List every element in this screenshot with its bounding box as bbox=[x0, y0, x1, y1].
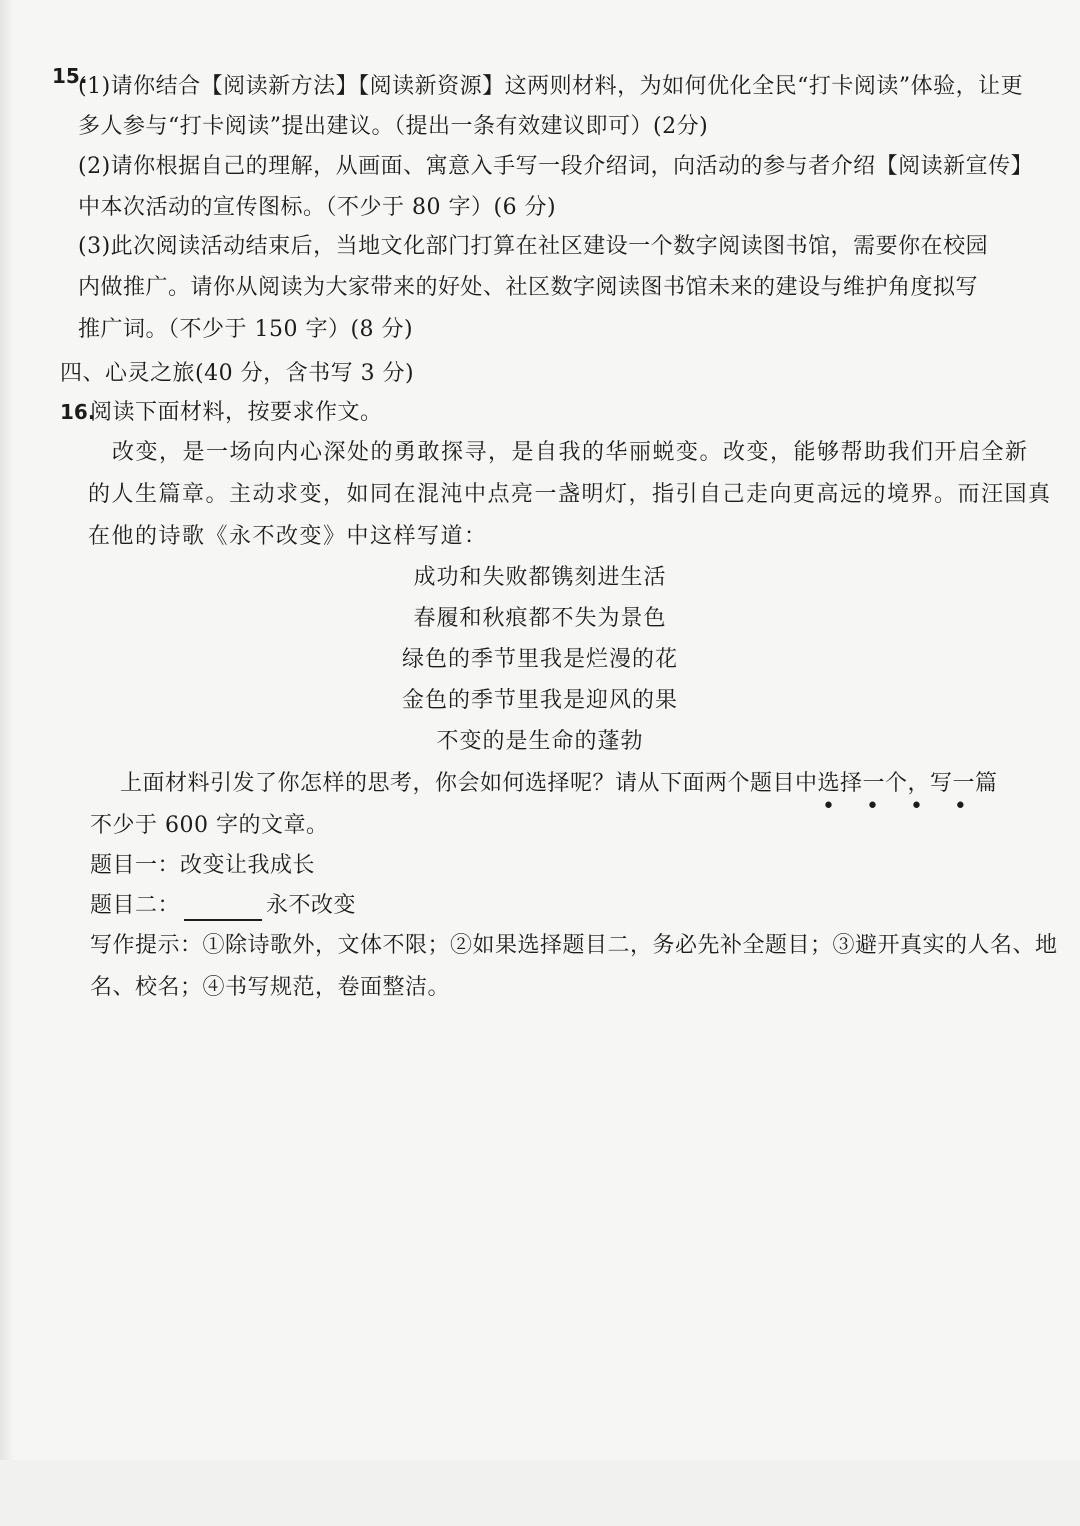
q15-part2-line1: (2)请你根据自己的理解，从画面、寓意入手写一段介绍词，向活动的参与者介绍【阅读新宣传】 bbox=[78, 154, 1034, 179]
q15-part1-line2: 多人参与“打卡阅读”提出建议。（提出一条有效建议即可）(2分) bbox=[78, 114, 709, 139]
section-4-heading: 四、心灵之旅(40 分，含书写 3 分) bbox=[60, 361, 415, 386]
writing-tips-line1: 写作提示：①除诗歌外，文体不限；②如果选择题目二，务必先补全题目；③避开真实的人名、地 bbox=[90, 933, 1058, 958]
essay-title-2 bbox=[90, 891, 1020, 921]
prompt-line1: 上面材料引发了你怎样的思考，你会如何选择呢？请从下面两个题目中选择一个，写一篇 bbox=[120, 771, 998, 796]
q15-part1-line1: (1)请你结合【阅读新方法】【阅读新资源】这两则材料，为如何优化全民“打卡阅读”体验，让更 bbox=[78, 74, 1024, 99]
q15-part3-line1: (3)此次阅读活动结束后，当地文化部门打算在社区建设一个数字阅读图书馆，需要你在校园 bbox=[78, 234, 989, 259]
writing-tips-line2: 名、校名；④书写规范，卷面整洁。 bbox=[90, 975, 451, 1000]
question-16-number: 16. bbox=[60, 400, 96, 424]
poem-line: 春履和秋痕都不失为景色 bbox=[413, 606, 667, 631]
poem-line: 金色的季节里我是迎风的果 bbox=[401, 688, 678, 713]
title-blank-line bbox=[184, 897, 262, 921]
prompt-line2: 不少于 600 字的文章。 bbox=[90, 813, 329, 838]
q15-part3-line3: 推广词。（不少于 150 字）(8 分) bbox=[78, 317, 414, 342]
material-line1: 改变，是一场向内心深处的勇敢探寻，是自我的华丽蜕变。改变，能够帮助我们开启全新 bbox=[112, 440, 1029, 465]
q16-instruction: 阅读下面材料，按要求作文。 bbox=[90, 400, 383, 425]
scan-edge-shadow bbox=[0, 0, 14, 1526]
poem-line: 成功和失败都镌刻进生活 bbox=[413, 565, 667, 590]
material-line3: 在他的诗歌《永不改变》中这样写道： bbox=[88, 524, 488, 549]
q15-part2-line2: 中本次活动的宣传图标。（不少于 80 字）(6 分) bbox=[78, 195, 557, 220]
poem-line: 绿色的季节里我是烂漫的花 bbox=[401, 647, 678, 672]
essay-title-1: 题目一：改变让我成长 bbox=[90, 853, 316, 878]
poem-line: 不变的是生命的蓬勃 bbox=[436, 729, 644, 754]
essay-title-2-prefix: 题目二： bbox=[90, 893, 181, 918]
emphasis-dots: • • • • bbox=[822, 794, 979, 819]
scan-bottom-strip bbox=[0, 1460, 1080, 1526]
q15-part3-line2: 内做推广。请你从阅读为大家带来的好处、社区数字阅读图书馆未来的建设与维护角度拟写 bbox=[78, 275, 979, 300]
question-15-number: 15. bbox=[52, 64, 88, 88]
material-line2: 的人生篇章。主动求变，如同在混沌中点亮一盏明灯，指引自己走向更高远的境界。而汪国真 bbox=[88, 482, 1052, 507]
essay-title-2-suffix: 永不改变 bbox=[266, 893, 357, 918]
